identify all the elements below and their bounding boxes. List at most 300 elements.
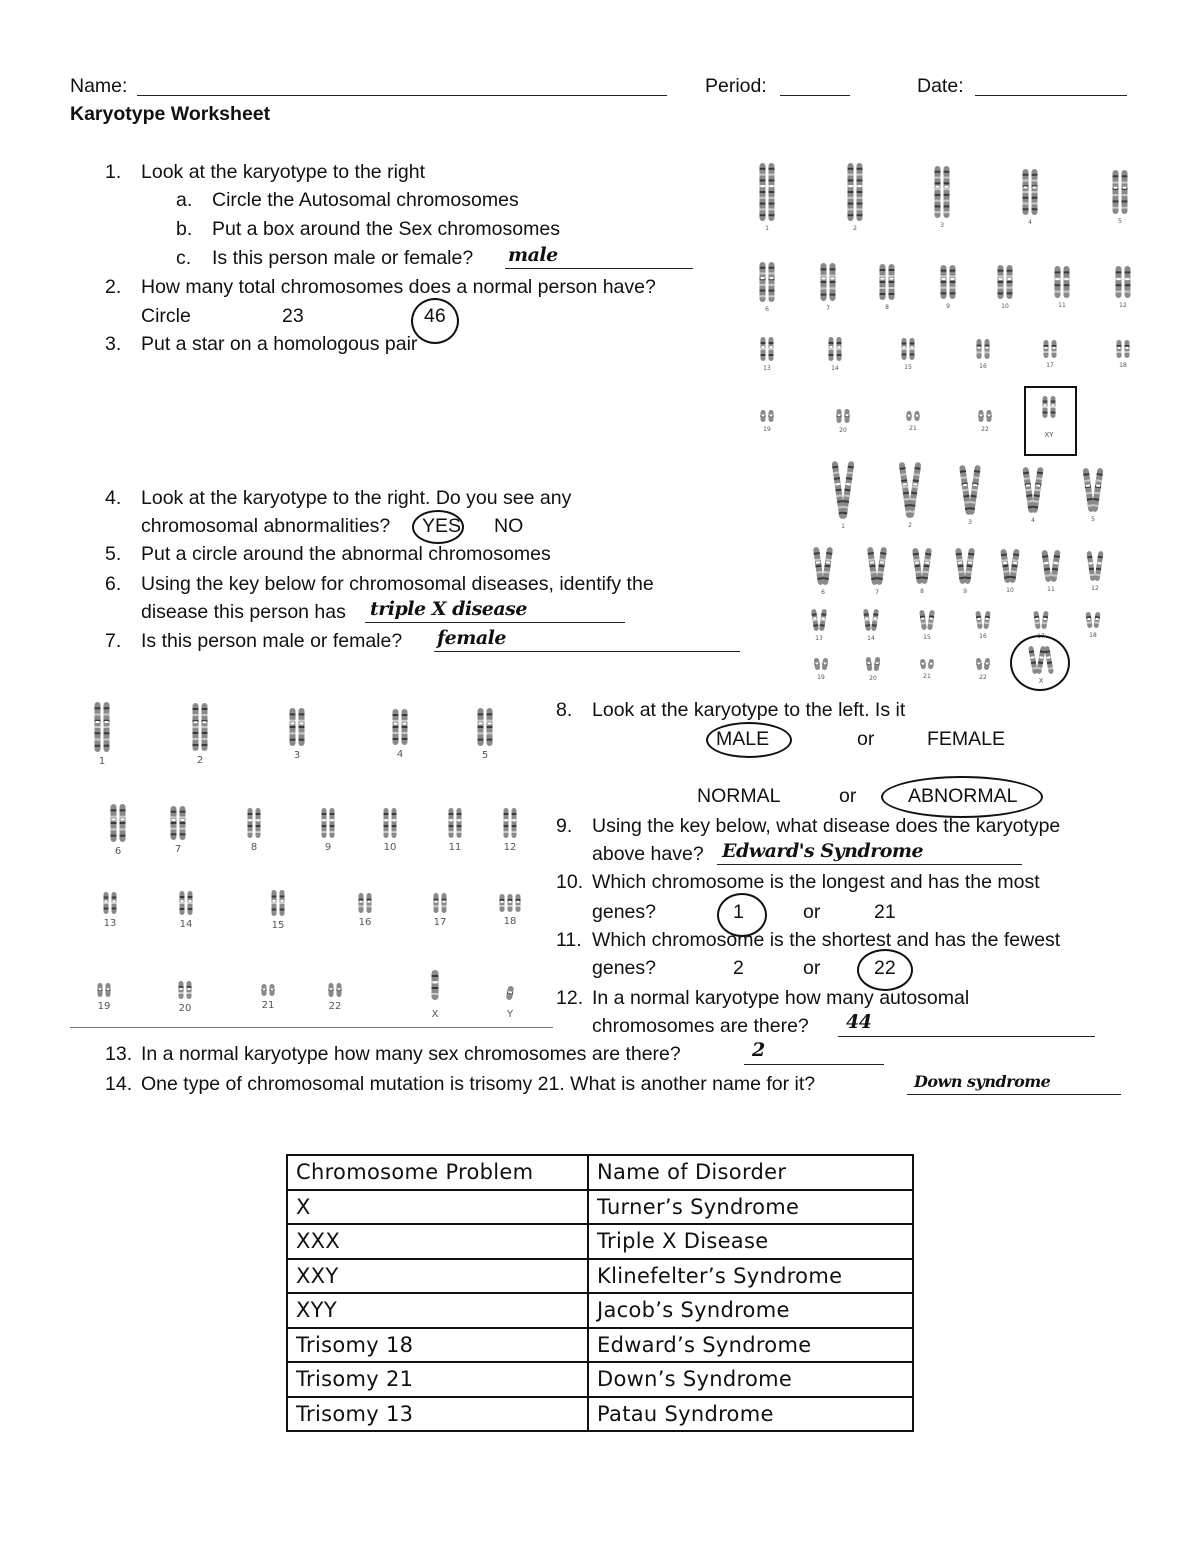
- chromosome-pair-14-chromatid-1: [863, 609, 871, 631]
- chromosome-label-22: 22: [979, 674, 987, 681]
- chromosome-label-1: 1: [98, 756, 106, 767]
- chromosome-pair-1-chromatid-1: [760, 163, 766, 221]
- chromosome-label-4: 4: [1028, 219, 1032, 226]
- chromosome-label-13: 13: [103, 918, 117, 929]
- chromosome-label-18: 18: [503, 916, 517, 927]
- chromosome-label-4: 4: [396, 749, 404, 760]
- q11-or: or: [803, 957, 821, 979]
- name-label: Name:: [70, 75, 128, 97]
- chromosome-pair-7-chromatid-1: [867, 547, 878, 585]
- chromosome-pair-13-chromatid-1: [761, 337, 766, 361]
- chromosome-pair-19-chromatid-1: [814, 658, 821, 671]
- chromosome-pair-16-chromatid-2: [983, 611, 990, 630]
- chromosome-label-2: 2: [196, 755, 204, 766]
- q2-circle-label: Circle: [141, 305, 191, 327]
- q12-text-line1: In a normal karyotype how many autosomal: [592, 987, 970, 1009]
- chromosome-pair-7-chromatid-1: [171, 806, 177, 840]
- table-row: [287, 1190, 913, 1225]
- chromosome-pair-22-chromatid-1: [329, 983, 334, 997]
- chromosome-label-6: 6: [114, 846, 122, 857]
- q3-text: Put a star on a homologous pair: [141, 333, 418, 355]
- chromosome-pair-9-chromatid-2: [950, 265, 956, 299]
- chromosome-pair-6-chromatid-1: [111, 804, 117, 842]
- chromosome-pair-17-chromatid-1: [1044, 340, 1049, 358]
- name-blank[interactable]: [137, 95, 667, 96]
- chromosome-pair-2-chromatid-2: [908, 462, 922, 518]
- q10-or: or: [803, 901, 821, 923]
- q1b-text: Put a box around the Sex chromosomes: [212, 218, 560, 240]
- chromosome-pair-5-chromatid-2: [1122, 170, 1128, 214]
- sex-chromosome-box: [1024, 386, 1077, 456]
- q8-abnormal-circle: [881, 776, 1043, 818]
- chromosome-label-3: 3: [293, 750, 301, 761]
- chromosome-pair-8-chromatid-1: [912, 548, 923, 584]
- chromosome-pair-17-chromatid-2: [1052, 340, 1057, 358]
- table-cell-disorder: Klinefelter’s Syndrome: [588, 1259, 913, 1294]
- q7-answer-line[interactable]: [434, 651, 740, 652]
- q3-number: 3.: [105, 333, 122, 355]
- q6-text-line1: Using the key below for chromosomal diseases, identify the: [141, 573, 654, 595]
- chromosome-pair-7-chromatid-1: [821, 263, 827, 301]
- chromosome-pair-20-chromatid-1: [179, 981, 184, 999]
- table-cell-problem: XXX: [287, 1224, 588, 1259]
- chromosome-label-16: 16: [979, 633, 987, 640]
- chromosome-pair-14-chromatid-2: [871, 609, 879, 631]
- q7-text: Is this person male or female?: [141, 630, 403, 652]
- karyotype-3-figure: [70, 695, 555, 1030]
- abnormal-x-circle: [1010, 635, 1070, 691]
- chromosome-label-18: 18: [1119, 362, 1127, 369]
- chromosome-pair-14-chromatid-2: [837, 337, 842, 361]
- chromosome-label-19: 19: [763, 426, 771, 433]
- chromosome-pair-6-chromatid-1: [813, 547, 824, 585]
- chromosome-label-2: 2: [908, 522, 912, 529]
- chromosome-pair-7-chromatid-2: [830, 263, 836, 301]
- chromosome-label-10: 10: [1006, 587, 1014, 594]
- table-cell-disorder: Down’s Syndrome: [588, 1362, 913, 1397]
- chromosome-pair-16-chromatid-1: [977, 339, 982, 359]
- table-cell-disorder: Patau Syndrome: [588, 1397, 913, 1432]
- q8-abnormal[interactable]: ABNORMAL: [908, 785, 1018, 807]
- chromosome-pair-15-chromatid-2: [927, 610, 935, 631]
- chromosome-pair-3-chromatid-2: [968, 465, 981, 515]
- q9-answer: Edward's Syndrome: [722, 840, 924, 862]
- q9-text-line1: Using the key below, what disease does the karyotype: [592, 815, 1061, 837]
- chromosome-pair-15-chromatid-1: [902, 338, 907, 360]
- y-chromosome: [506, 986, 514, 1001]
- q8-female[interactable]: FEMALE: [927, 728, 1006, 750]
- chromosome-pair-12-chromatid-1: [1086, 551, 1095, 581]
- chromosome-pair-1-chromatid-2: [104, 702, 110, 752]
- q6-answer-line[interactable]: [365, 622, 625, 623]
- q12-number: 12.: [556, 987, 584, 1009]
- chromosome-label-1: 1: [765, 225, 769, 232]
- chromosome-pair-11-chromatid-2: [1064, 266, 1070, 298]
- table-cell-problem: XXY: [287, 1259, 588, 1294]
- q4-number: 4.: [105, 487, 122, 509]
- chromosome-label-17: 17: [1046, 362, 1054, 369]
- chromosome-pair-8-chromatid-1: [248, 808, 253, 838]
- chromosome-label-21: 21: [261, 1000, 275, 1011]
- q1b-letter: b.: [176, 218, 193, 240]
- table-cell-problem: Trisomy 18: [287, 1328, 588, 1363]
- chromosome-pair-13-chromatid-2: [819, 609, 827, 631]
- table-header-disorder: Name of Disorder: [588, 1155, 913, 1190]
- chromosome-pair-22-chromatid-2: [337, 983, 342, 997]
- chromosome-pair-15-chromatid-1: [272, 890, 277, 916]
- chromosome-pair-6-chromatid-2: [822, 547, 833, 585]
- chromosome-pair-11-chromatid-1: [1055, 266, 1061, 298]
- q8-or-1: or: [857, 728, 875, 750]
- chromosome-pair-20-chromatid-2: [845, 409, 850, 423]
- chromosome-pair-17-chromatid-1: [1033, 611, 1040, 630]
- chromosome-pair-9-chromatid-1: [322, 808, 327, 838]
- q8-text: Look at the karyotype to the left. Is it: [592, 699, 906, 721]
- chromosome-pair-22-chromatid-2: [984, 658, 991, 671]
- chromosome-label-11: 11: [448, 842, 462, 853]
- chromosome-pair-13-chromatid-2: [112, 892, 117, 914]
- chromosome-label-7: 7: [174, 844, 182, 855]
- chromosome-pair-11-chromatid-1: [449, 808, 454, 838]
- chromosome-pair-22-chromatid-1: [976, 658, 983, 671]
- chromosome-label-11: 11: [1058, 302, 1066, 309]
- chromosome-pair-18-chromatid-2: [1125, 340, 1130, 358]
- chromosome-label-5: 5: [1091, 516, 1095, 523]
- q7-number: 7.: [105, 630, 122, 652]
- karyotype-image-male: [745, 152, 1145, 462]
- q13-number: 13.: [105, 1043, 133, 1065]
- chromosome-pair-4-chromatid-2: [402, 709, 408, 745]
- chromosome-label-8: 8: [920, 588, 924, 595]
- chromosome-pair-12-chromatid-1: [504, 808, 509, 838]
- chromosome-pair-3-chromatid-2: [299, 708, 305, 746]
- chromosome-pair-11-chromatid-2: [1050, 550, 1060, 583]
- chromosome-pair-20-chromatid-2: [874, 657, 881, 672]
- chromosome-label-6: 6: [821, 589, 825, 596]
- chromosome-label-18: 18: [1089, 632, 1097, 639]
- table-row: [287, 1224, 913, 1259]
- triple-x-label: X: [1038, 677, 1044, 685]
- chromosome-pair-4-chromatid-2: [1032, 169, 1038, 215]
- chromosome-label-7: 7: [875, 589, 879, 596]
- chromosome-pair-3-chromatid-1: [290, 708, 296, 746]
- table-header-problem: Chromosome Problem: [287, 1155, 588, 1190]
- chromosome-pair-1-chromatid-1: [95, 702, 101, 752]
- chromosome-pair-1-chromatid-2: [769, 163, 775, 221]
- chromosome-pair-21-chromatid-2: [928, 659, 934, 670]
- table-cell-disorder: Turner’s Syndrome: [588, 1190, 913, 1225]
- chromosome-pair-2-chromatid-1: [848, 163, 854, 221]
- table-row: [287, 1293, 913, 1328]
- q6-text-line2: disease this person has: [141, 601, 346, 623]
- q12-answer-line[interactable]: [838, 1036, 1095, 1037]
- chromosome-pair-18-chromatid-1: [500, 894, 505, 912]
- q2-option-23[interactable]: 23: [282, 305, 304, 327]
- chromosome-pair-12-chromatid-2: [1094, 551, 1103, 581]
- chromosome-pair-19-chromatid-2: [822, 658, 829, 671]
- chromosome-pair-13-chromatid-1: [104, 892, 109, 914]
- chromosome-pair-10-chromatid-2: [1009, 549, 1020, 584]
- q10-option-21[interactable]: 21: [874, 901, 896, 923]
- chromosome-label-14: 14: [831, 365, 839, 372]
- chromosome-pair-11-chromatid-2: [457, 808, 462, 838]
- chromosome-label-5: 5: [481, 750, 489, 761]
- q1-number: 1.: [105, 161, 122, 183]
- chromosome-pair-17-chromatid-2: [442, 893, 447, 913]
- chromosome-label-9: 9: [324, 842, 332, 853]
- chromosome-pair-12-chromatid-2: [512, 808, 517, 838]
- chromosome-pair-9-chromatid-2: [330, 808, 335, 838]
- chromosome-pair-7-chromatid-2: [876, 547, 887, 585]
- karyotype-image-trisomy-18: [70, 695, 555, 1030]
- chromosome-pair-10-chromatid-1: [1000, 549, 1011, 584]
- chromosome-pair-22-chromatid-2: [987, 410, 992, 422]
- chromosome-label-15: 15: [904, 364, 912, 371]
- q11-option-22[interactable]: 22: [874, 957, 896, 979]
- table-row: [287, 1362, 913, 1397]
- x-chromosome-label: X: [431, 1009, 439, 1020]
- chromosome-pair-5-chromatid-1: [478, 708, 484, 746]
- chromosome-pair-16-chromatid-1: [975, 611, 982, 630]
- worksheet-title: Karyotype Worksheet: [70, 103, 271, 125]
- chromosome-label-2: 2: [853, 225, 857, 232]
- q11-text-line1: Which chromosome is the shortest and has the fewest: [592, 929, 1061, 951]
- table-cell-problem: XYY: [287, 1293, 588, 1328]
- q11-number: 11.: [556, 929, 582, 951]
- chromosome-label-8: 8: [250, 842, 258, 853]
- chromosome-pair-9-chromatid-1: [955, 548, 966, 584]
- chromosome-pair-17-chromatid-2: [1041, 611, 1048, 630]
- q13-answer-line[interactable]: [744, 1064, 884, 1065]
- q5-text: Put a circle around the abnormal chromosomes: [141, 543, 551, 565]
- q1a-text: Circle the Autosomal chromosomes: [212, 189, 519, 211]
- sex-chromosome-label: XY: [1044, 431, 1054, 439]
- chromosome-pair-12-chromatid-2: [1125, 266, 1131, 298]
- chromosome-label-19: 19: [817, 674, 825, 681]
- chromosome-pair-19-chromatid-2: [106, 983, 111, 997]
- chromosome-pair-16-chromatid-2: [367, 893, 372, 913]
- chromosome-pair-2-chromatid-1: [193, 703, 199, 751]
- chromosome-pair-3-chromatid-1: [935, 166, 941, 218]
- q11-answer-circle: [857, 949, 913, 991]
- chromosome-label-12: 12: [1091, 585, 1099, 592]
- chromosome-pair-19-chromatid-2: [769, 410, 774, 422]
- chromosome-pair-17-chromatid-1: [434, 893, 439, 913]
- q12-answer: 44: [846, 1011, 872, 1033]
- chromosome-label-9: 9: [963, 588, 967, 595]
- karyotype-1-figure: [745, 152, 1145, 462]
- q7-answer: female: [437, 627, 506, 649]
- q4-text-line2: chromosomal abnormalities?: [141, 515, 391, 537]
- chromosome-label-1: 1: [841, 523, 845, 530]
- chromosome-pair-1-chromatid-2: [840, 461, 854, 519]
- chromosome-pair-9-chromatid-2: [964, 548, 975, 584]
- q2-answer-circle: [411, 298, 459, 344]
- table-cell-disorder: Triple X Disease: [588, 1224, 913, 1259]
- chromosome-pair-13-chromatid-2: [769, 337, 774, 361]
- chromosome-pair-19-chromatid-1: [98, 983, 103, 997]
- chromosome-label-10: 10: [383, 842, 397, 853]
- chromosome-pair-8-chromatid-2: [889, 264, 895, 300]
- chromosome-pair-16-chromatid-2: [985, 339, 990, 359]
- chromosome-pair-3-chromatid-2: [944, 166, 950, 218]
- chromosome-pair-2-chromatid-2: [202, 703, 208, 751]
- q10-text-line2: genes?: [592, 901, 656, 923]
- chromosome-pair-4-chromatid-1: [393, 709, 399, 745]
- chromosome-pair-21-chromatid-1: [920, 659, 926, 670]
- chromosome-pair-14-chromatid-1: [829, 337, 834, 361]
- chromosome-pair-18-chromatid-3: [516, 894, 521, 912]
- date-label: Date:: [917, 75, 964, 97]
- q8-number: 8.: [556, 699, 573, 721]
- chromosome-label-19: 19: [97, 1001, 111, 1012]
- q14-answer: Down syndrome: [914, 1072, 1051, 1091]
- q4-yes[interactable]: YES: [422, 515, 462, 537]
- table-row: [287, 1259, 913, 1294]
- chromosome-pair-10-chromatid-1: [384, 808, 389, 838]
- chromosome-label-21: 21: [923, 673, 931, 680]
- chromosome-pair-10-chromatid-1: [998, 265, 1004, 299]
- chromosome-pair-13-chromatid-1: [811, 609, 819, 631]
- q1c-answer: male: [508, 244, 558, 266]
- chromosome-label-3: 3: [968, 519, 972, 526]
- chromosome-label-10: 10: [1001, 303, 1009, 310]
- q10-text-line1: Which chromosome is the longest and has the most: [592, 871, 1040, 893]
- chromosome-label-21: 21: [909, 425, 917, 432]
- chromosome-label-3: 3: [940, 222, 944, 229]
- q4-no[interactable]: NO: [494, 515, 524, 537]
- chromosome-pair-18-chromatid-1: [1085, 612, 1092, 629]
- q6-answer: triple X disease: [370, 598, 527, 620]
- q8-normal[interactable]: NORMAL: [697, 785, 781, 807]
- chromosome-label-20: 20: [869, 675, 877, 682]
- chromosome-pair-18-chromatid-2: [508, 894, 513, 912]
- q8-or-2: or: [839, 785, 857, 807]
- q9-text-line2: above have?: [592, 843, 704, 865]
- chromosome-pair-11-chromatid-1: [1041, 550, 1051, 583]
- chromosome-pair-12-chromatid-1: [1116, 266, 1122, 298]
- q2-option-46[interactable]: 46: [424, 305, 446, 327]
- karyotype-divider: [70, 1027, 553, 1028]
- chromosome-pair-21-chromatid-2: [270, 984, 275, 996]
- q1c-letter: c.: [176, 247, 192, 269]
- chromosome-pair-21-chromatid-2: [915, 411, 920, 421]
- period-blank[interactable]: [780, 95, 850, 96]
- q2-text: How many total chromosomes does a normal person have?: [141, 276, 656, 298]
- q10-number: 10.: [556, 871, 584, 893]
- chromosome-label-14: 14: [179, 919, 193, 930]
- chromosome-label-16: 16: [358, 917, 372, 928]
- chromosome-label-20: 20: [178, 1003, 192, 1014]
- table-row: [287, 1328, 913, 1363]
- chromosome-label-15: 15: [271, 920, 285, 931]
- chromosome-pair-5-chromatid-2: [1091, 468, 1103, 512]
- q8-male[interactable]: MALE: [716, 728, 770, 750]
- chromosome-label-13: 13: [763, 365, 771, 372]
- q8-male-circle: [706, 722, 792, 758]
- table-cell-problem: Trisomy 13: [287, 1397, 588, 1432]
- chromosome-label-22: 22: [328, 1001, 342, 1012]
- chromosome-pair-19-chromatid-1: [761, 410, 766, 422]
- q13-answer: 2: [752, 1039, 765, 1061]
- chromosome-pair-16-chromatid-1: [359, 893, 364, 913]
- chromosome-label-15: 15: [923, 634, 931, 641]
- q9-answer-line[interactable]: [717, 864, 1022, 865]
- chromosome-pair-14-chromatid-1: [180, 891, 185, 915]
- q11-option-2[interactable]: 2: [733, 957, 744, 979]
- chromosome-label-9: 9: [946, 303, 950, 310]
- chromosome-pair-18-chromatid-1: [1117, 340, 1122, 358]
- q12-text-line2: chromosomes are there?: [592, 1015, 809, 1037]
- q4-text-line1: Look at the karyotype to the right. Do you see any: [141, 487, 572, 509]
- chromosome-pair-20-chromatid-1: [866, 657, 873, 672]
- x-chromosome: [432, 970, 439, 1000]
- q1a-letter: a.: [176, 189, 193, 211]
- chromosome-label-20: 20: [839, 427, 847, 434]
- chromosome-label-14: 14: [867, 635, 875, 642]
- chromosome-label-7: 7: [826, 305, 830, 312]
- date-blank[interactable]: [975, 95, 1127, 96]
- chromosome-pair-14-chromatid-2: [188, 891, 193, 915]
- chromosome-pair-22-chromatid-1: [979, 410, 984, 422]
- q11-text-line2: genes?: [592, 957, 656, 979]
- chromosome-pair-6-chromatid-2: [769, 262, 775, 302]
- chromosome-pair-18-chromatid-2: [1093, 612, 1100, 629]
- chromosome-label-17: 17: [433, 917, 447, 928]
- chromosome-label-11: 11: [1047, 586, 1055, 593]
- table-cell-disorder: Jacob’s Syndrome: [588, 1293, 913, 1328]
- y-chromosome-label: Y: [506, 1009, 514, 1020]
- chromosome-disorder-key-table: [286, 1154, 914, 1432]
- chromosome-label-5: 5: [1118, 218, 1122, 225]
- chromosome-pair-15-chromatid-1: [919, 610, 927, 631]
- q14-number: 14.: [105, 1073, 133, 1095]
- q14-text: One type of chromosomal mutation is trisomy 21. What is another name for it?: [141, 1073, 816, 1095]
- q9-number: 9.: [556, 815, 573, 837]
- chromosome-pair-9-chromatid-1: [941, 265, 947, 299]
- chromosome-pair-7-chromatid-2: [180, 806, 186, 840]
- chromosome-pair-2-chromatid-2: [857, 163, 863, 221]
- q2-number: 2.: [105, 276, 122, 298]
- chromosome-pair-21-chromatid-1: [262, 984, 267, 996]
- chromosome-label-16: 16: [979, 363, 987, 370]
- chromosome-pair-4-chromatid-2: [1031, 467, 1043, 513]
- chromosome-pair-8-chromatid-1: [880, 264, 886, 300]
- q1-text: Look at the karyotype to the right: [141, 161, 426, 183]
- chromosome-pair-10-chromatid-2: [1007, 265, 1013, 299]
- chromosome-pair-5-chromatid-1: [1113, 170, 1119, 214]
- q5-number: 5.: [105, 543, 122, 565]
- chromosome-pair-10-chromatid-2: [392, 808, 397, 838]
- chromosome-label-13: 13: [815, 635, 823, 642]
- chromosome-pair-8-chromatid-2: [256, 808, 261, 838]
- table-cell-problem: X: [287, 1190, 588, 1225]
- table-cell-disorder: Edward’s Syndrome: [588, 1328, 913, 1363]
- q1c-answer-line[interactable]: [505, 268, 693, 269]
- chromosome-label-4: 4: [1031, 517, 1035, 524]
- chromosome-pair-21-chromatid-1: [907, 411, 912, 421]
- chromosome-label-12: 12: [503, 842, 517, 853]
- q10-option-1[interactable]: 1: [733, 901, 744, 923]
- chromosome-pair-15-chromatid-2: [280, 890, 285, 916]
- chromosome-label-6: 6: [765, 306, 769, 313]
- chromosome-pair-5-chromatid-2: [487, 708, 493, 746]
- period-label: Period:: [705, 75, 767, 97]
- chromosome-pair-20-chromatid-1: [837, 409, 842, 423]
- table-row: [287, 1397, 913, 1432]
- chromosome-pair-4-chromatid-1: [1023, 169, 1029, 215]
- q14-answer-line[interactable]: [907, 1094, 1121, 1095]
